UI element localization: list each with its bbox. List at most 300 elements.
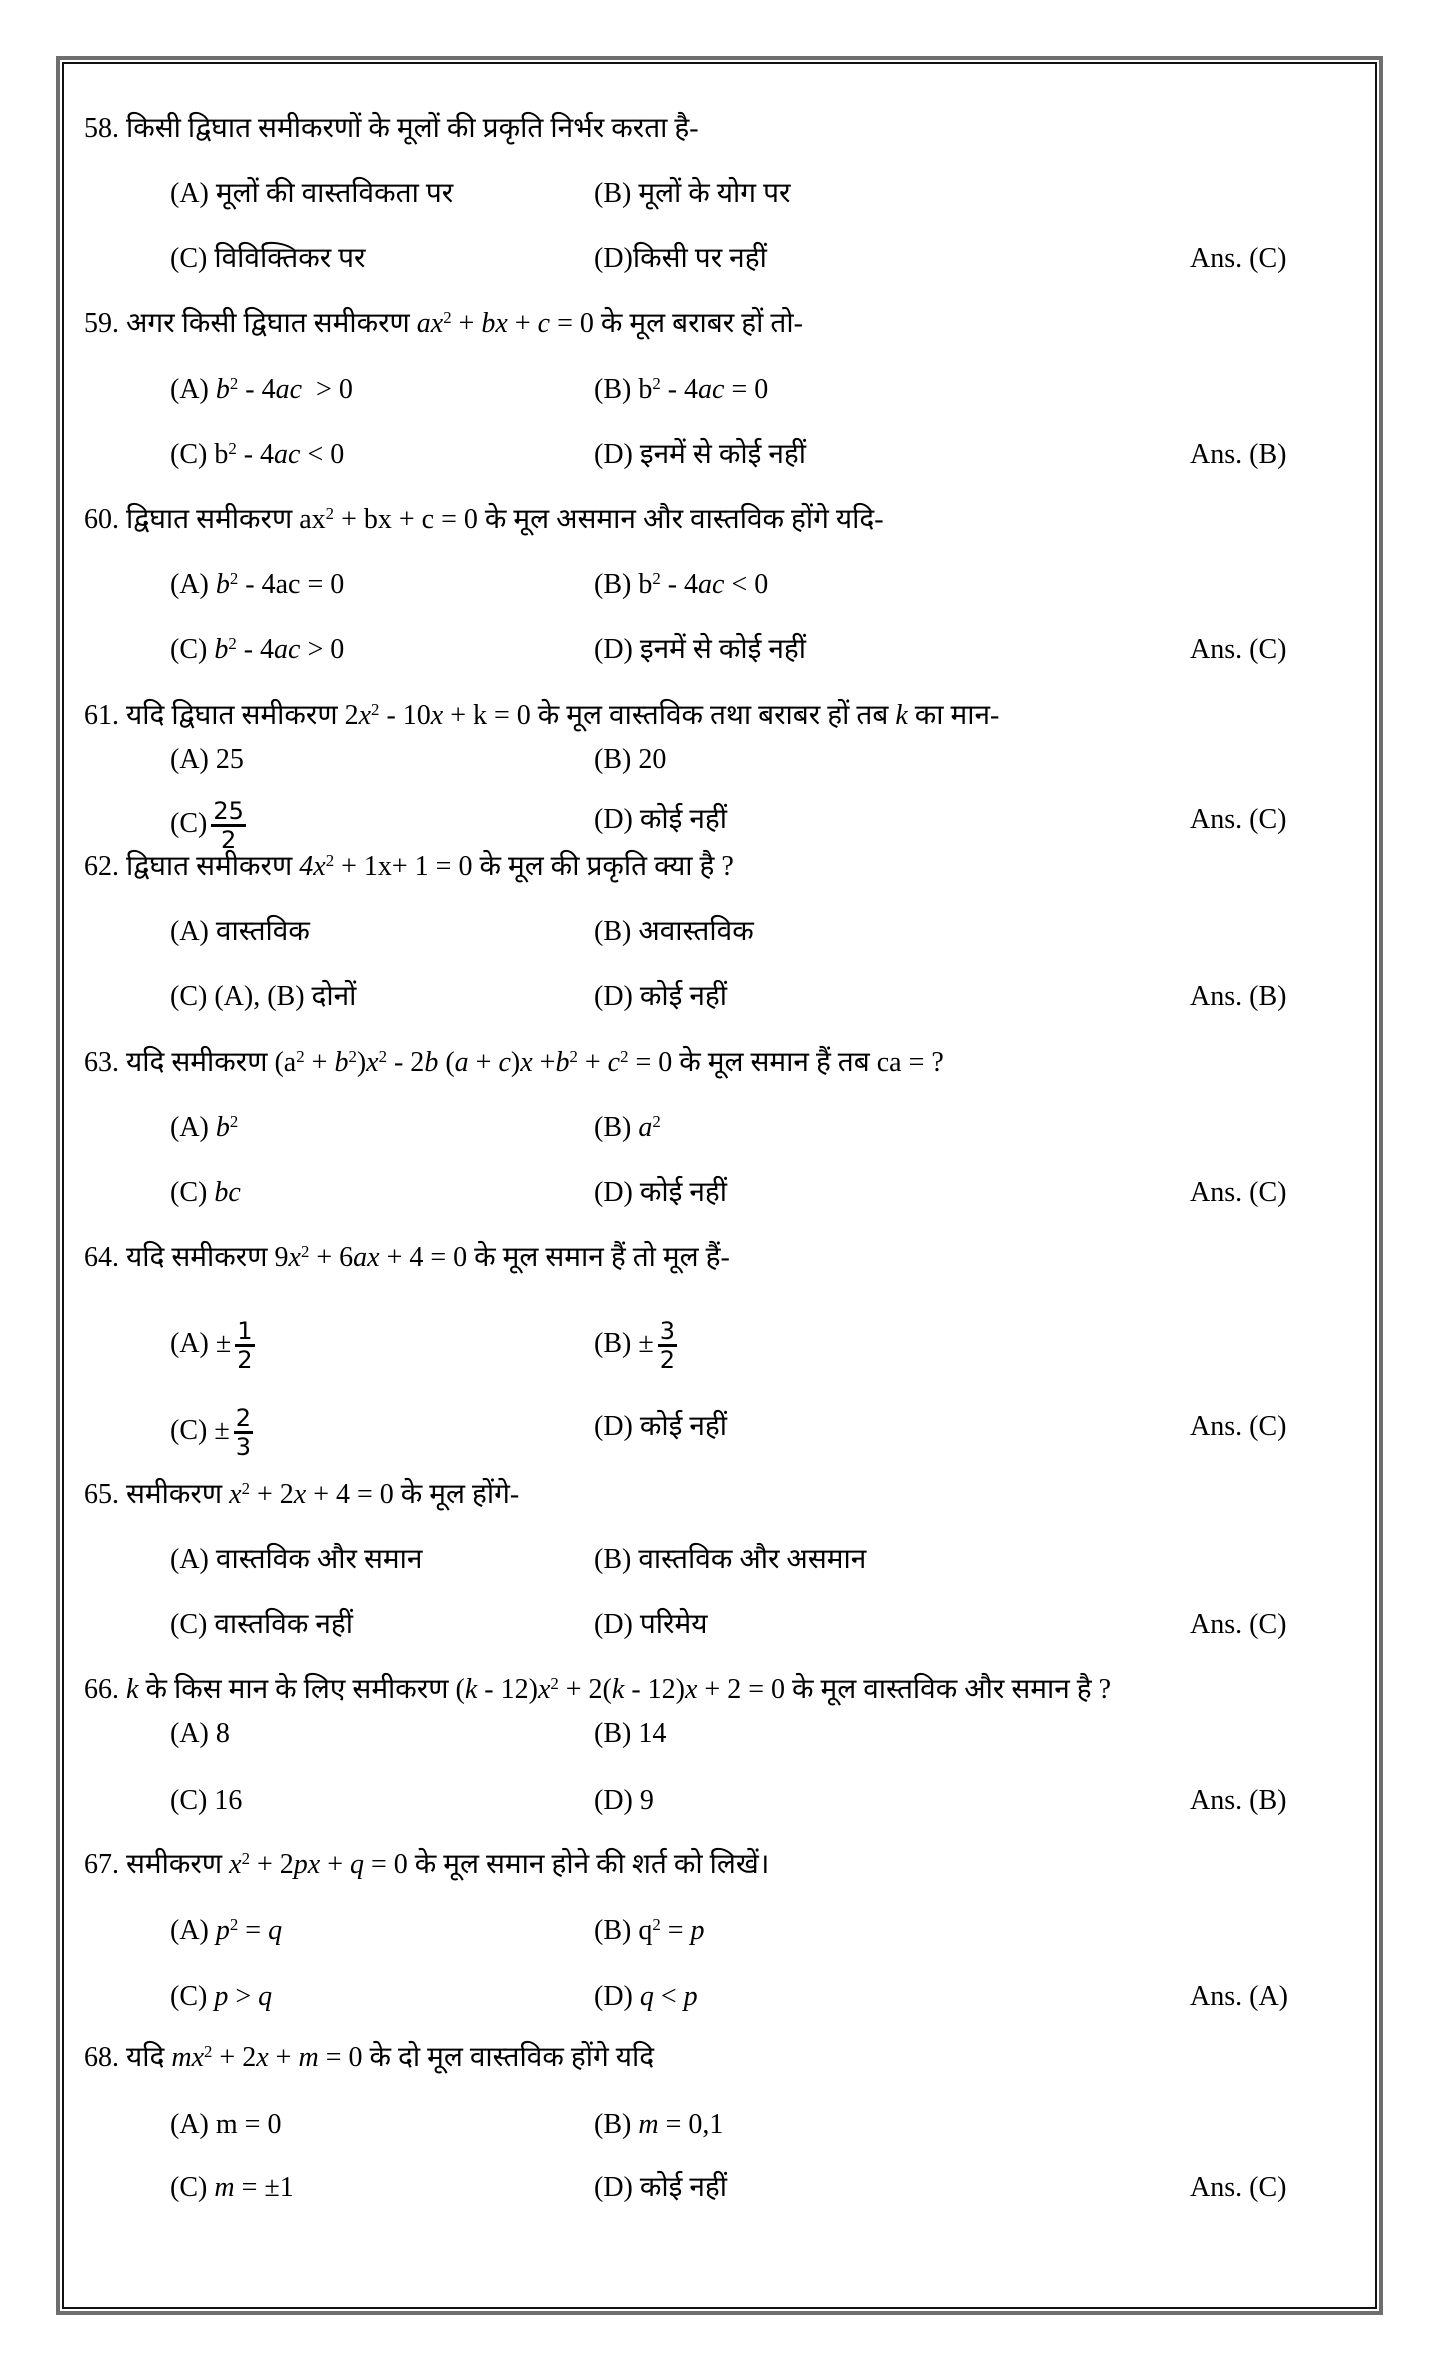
question-text [126, 851, 734, 882]
text-fragment: m [638, 2109, 659, 2140]
text-fragment: x [430, 700, 444, 731]
answer: Ans. (B) [1190, 439, 1287, 470]
option-text: मूलों की वास्तविकता पर [215, 178, 454, 209]
option-a [170, 910, 310, 954]
text-fragment: (D) [594, 1177, 633, 1208]
text-fragment: (B) [594, 1327, 632, 1359]
text-fragment: x [358, 700, 372, 731]
text-fragment: (A) [170, 744, 209, 775]
text-fragment: यदि [126, 2042, 172, 2073]
option-b [594, 738, 666, 782]
text-fragment: समीकरण [126, 1849, 230, 1880]
text-fragment: 2 [371, 699, 380, 719]
text-fragment: 9 [639, 1785, 654, 1816]
text-fragment: (D) [594, 1609, 633, 1640]
option-c [170, 975, 356, 1019]
answer: Ans. (C) [1190, 804, 1287, 835]
text-fragment: (C) [170, 981, 208, 1012]
text-fragment: कोई नहीं [639, 1177, 728, 1208]
text-fragment: (C) [170, 439, 208, 470]
option-d [594, 1603, 707, 1647]
option-a [170, 1538, 422, 1582]
option-b [594, 368, 768, 412]
text-fragment: 2 [620, 1046, 629, 1066]
question-text [126, 1674, 1111, 1705]
text-fragment: + [468, 1047, 499, 1078]
text-fragment: 20 [638, 744, 667, 775]
answer: Ans. (C) [1190, 634, 1287, 665]
text-fragment: इनमें से कोई नहीं [639, 634, 806, 665]
option-b [594, 1909, 705, 1953]
text-fragment: x [537, 1674, 551, 1705]
option-c [170, 797, 246, 854]
text-fragment: x [520, 1047, 533, 1078]
option-d [594, 798, 727, 842]
text-fragment: (B) [594, 1915, 632, 1946]
option-d [594, 237, 767, 281]
text-fragment: 2 [348, 1046, 357, 1066]
text-fragment: = 0 [724, 374, 769, 405]
text-fragment: (B) [594, 916, 632, 947]
option-label: (A) [170, 178, 209, 209]
text-fragment: + [577, 1047, 608, 1078]
text-fragment: 2 [652, 1111, 661, 1131]
text-fragment: b [334, 1047, 349, 1078]
text-fragment: x [293, 1479, 307, 1510]
text-fragment: (C) [170, 1785, 208, 1816]
text-fragment: 2 [652, 1914, 661, 1934]
fraction [658, 1318, 677, 1373]
text-fragment: = ±1 [234, 2172, 294, 2203]
text-fragment: (D) [594, 2172, 633, 2203]
text-fragment: (C) [170, 1609, 208, 1640]
text-fragment: (D) [594, 634, 633, 665]
question-60 [84, 498, 884, 542]
text-fragment: b [215, 374, 230, 405]
text-fragment: b [638, 569, 653, 600]
question-63 [84, 1041, 944, 1085]
text-fragment: k [464, 1674, 478, 1705]
text-fragment: = 0 के दो मूल वास्तविक होंगे यदि [318, 2042, 655, 2073]
option-c [170, 1404, 253, 1461]
answer: Ans. (C) [1190, 243, 1287, 274]
text-fragment: < [653, 1981, 684, 2012]
question-number: 61. [84, 700, 119, 731]
text-fragment: 2 [241, 1478, 250, 1498]
text-fragment: (A) [170, 1718, 209, 1749]
option-a [170, 172, 453, 216]
text-fragment: + [507, 308, 538, 339]
option-d [594, 1405, 727, 1449]
text-fragment: (A) [170, 374, 209, 405]
option-c [170, 237, 366, 281]
text-fragment: = [238, 1915, 269, 1946]
text-fragment: 2 [443, 307, 452, 327]
text-fragment: (C) [170, 1414, 208, 1446]
text-fragment: ax [416, 308, 444, 339]
text-fragment: 4x [299, 851, 326, 882]
option-d [594, 1779, 654, 1823]
text-fragment: (D) [594, 981, 633, 1012]
question-number: 59. [84, 308, 119, 339]
answer: Ans. (C) [1190, 2172, 1287, 2203]
text-fragment: अवास्तविक [638, 916, 754, 947]
text-fragment: (A) [170, 569, 209, 600]
text-fragment: (C) [170, 807, 208, 839]
text-fragment: 25 [213, 797, 244, 825]
answer: Ans. (C) [1190, 1177, 1287, 1208]
text-fragment: ac [698, 569, 725, 600]
text-fragment: - 4 [236, 439, 275, 470]
text-fragment: q [639, 1981, 654, 2012]
text-fragment: 2 [296, 1046, 305, 1066]
text-fragment: यदि समीकरण (a [126, 1047, 297, 1078]
text-fragment: + 2 [249, 1479, 294, 1510]
question-number: 68. [84, 2042, 119, 2073]
text-fragment: b [215, 569, 230, 600]
question-66 [84, 1668, 1111, 1712]
question-number: 58. [84, 113, 119, 144]
question-text [126, 308, 803, 339]
text-fragment: 2 [237, 1346, 253, 1374]
text-fragment: (C) [170, 634, 208, 665]
text-fragment: bc [214, 1177, 241, 1208]
text-fragment: x [229, 1849, 242, 1880]
text-fragment: b [638, 374, 653, 405]
text-fragment: (B) [594, 569, 632, 600]
option-a [170, 563, 344, 607]
text-fragment: q [258, 1981, 273, 2012]
text-fragment: (B) [594, 744, 632, 775]
question-number: 62. [84, 851, 119, 882]
text-fragment: m = 0 [215, 2109, 282, 2140]
text-fragment: ± [214, 1414, 230, 1446]
text-fragment: a [638, 1112, 653, 1143]
text-fragment: - 4ac = 0 [238, 569, 345, 600]
text-fragment: 2 [325, 850, 335, 870]
text-fragment: k [895, 700, 908, 731]
text-fragment: (D) [594, 804, 633, 835]
text-fragment: - 4 [660, 374, 699, 405]
text-fragment: (A) [170, 1544, 209, 1575]
option-a [170, 1317, 255, 1374]
text-fragment: a [454, 1047, 469, 1078]
text-fragment: इनमें से कोई नहीं [639, 439, 806, 470]
text-fragment: + [268, 2042, 299, 2073]
option-b [594, 1106, 661, 1150]
question-text: किसी द्विघात समीकरणों के मूलों की प्रकृति निर्भर करता है- [126, 113, 699, 144]
text-fragment: x [684, 1674, 698, 1705]
option-d [594, 2166, 727, 2210]
text-fragment: (C) [170, 2172, 208, 2203]
text-fragment: 2 [204, 2041, 213, 2061]
text-fragment: वास्तविक और समान [215, 1544, 423, 1575]
text-fragment: ± [215, 1327, 232, 1359]
text-fragment: 8 [215, 1718, 230, 1749]
text-fragment: x [288, 1242, 301, 1273]
text-fragment: c [498, 1047, 511, 1078]
question-number: 65. [84, 1479, 119, 1510]
text-fragment: m [214, 2172, 235, 2203]
option-d [594, 975, 727, 1019]
text-fragment: (B) [594, 1112, 632, 1143]
question-text [126, 1242, 730, 1273]
text-fragment: + [532, 1047, 556, 1078]
text-fragment: p [690, 1915, 705, 1946]
text-fragment: ± [638, 1327, 654, 1359]
text-fragment: द्विघात समीकरण ax [126, 504, 326, 535]
text-fragment: p [683, 1981, 698, 2012]
text-fragment: (D) [594, 1411, 633, 1442]
option-b [594, 172, 790, 216]
text-fragment: b [424, 1047, 439, 1078]
text-fragment: ac [698, 374, 725, 405]
text-fragment: (C) [170, 1981, 208, 2012]
text-fragment: 2 [229, 1111, 239, 1131]
text-fragment: - 2 [386, 1047, 425, 1078]
text-fragment: - 12) [624, 1674, 685, 1705]
text-fragment: (C) [170, 1177, 208, 1208]
text-fragment: के किस मान के लिए समीकरण ( [138, 1674, 465, 1705]
text-fragment: = [660, 1915, 691, 1946]
text-fragment: + 2 = 0 के मूल वास्तविक और समान है ? [697, 1674, 1112, 1705]
text-fragment: (D) [594, 1785, 633, 1816]
question-text [126, 1849, 769, 1880]
text-fragment: वास्तविक और असमान [638, 1544, 867, 1575]
text-fragment: p [214, 1981, 229, 2012]
text-fragment: 2 [220, 826, 237, 854]
question-64 [84, 1236, 730, 1280]
option-b [594, 2103, 723, 2147]
text-fragment: वास्तविक [215, 916, 310, 947]
option-b [594, 1712, 666, 1756]
text-fragment: 2 [325, 503, 335, 523]
text-fragment: c [537, 308, 551, 339]
text-fragment: 2 [228, 438, 237, 458]
text-fragment: (B) [594, 374, 632, 405]
fraction [235, 1318, 254, 1373]
text-fragment: + 4 = 0 के मूल होंगे- [306, 1479, 520, 1510]
question-58 [84, 107, 699, 151]
question-68 [84, 2036, 654, 2080]
option-text: किसी पर नहीं [632, 243, 767, 274]
text-fragment: + [320, 1849, 350, 1880]
question-62 [84, 845, 734, 889]
option-label: (C) [170, 243, 208, 274]
text-fragment: (D) [594, 1981, 633, 2012]
text-fragment: + 2 [249, 1849, 294, 1880]
option-a [170, 2103, 281, 2147]
question-number: 60. [84, 504, 119, 535]
answer: Ans. (B) [1190, 1785, 1287, 1816]
text-fragment: 2 [229, 568, 239, 588]
text-fragment: 2 [235, 1404, 251, 1432]
option-b [594, 1538, 866, 1582]
text-fragment: कोई नहीं [639, 804, 728, 835]
option-d [594, 1975, 698, 2019]
text-fragment: 3 [235, 1433, 251, 1461]
text-fragment: b [215, 1112, 230, 1143]
text-fragment: 2 [228, 633, 237, 653]
text-fragment: ) [510, 1047, 521, 1078]
question-number: 63. [84, 1047, 119, 1078]
text-fragment: - 4 [660, 569, 699, 600]
text-fragment: - 12) [477, 1674, 538, 1705]
text-fragment: 2 [300, 1241, 310, 1261]
text-fragment: समीकरण [126, 1479, 230, 1510]
text-fragment: (A), (B) दोनों [214, 981, 357, 1012]
text-fragment: + 2( [558, 1674, 612, 1705]
text-fragment: - 4 [236, 634, 275, 665]
fraction [234, 1405, 253, 1460]
text-fragment: ax [353, 1242, 380, 1273]
text-fragment: + [304, 1047, 335, 1078]
option-c [170, 628, 344, 672]
text-fragment: + 2 [212, 2042, 257, 2073]
text-fragment: 2 [229, 373, 239, 393]
text-fragment: q [638, 1915, 653, 1946]
option-a [170, 1909, 282, 1953]
text-fragment: 2 [652, 568, 661, 588]
text-fragment: 2 [569, 1046, 578, 1066]
text-fragment: 16 [214, 1785, 243, 1816]
question-text [126, 504, 884, 535]
text-fragment: q [349, 1849, 364, 1880]
option-d [594, 1171, 727, 1215]
text-fragment: b [555, 1047, 570, 1078]
text-fragment: > 0 [302, 374, 353, 405]
text-fragment: b [214, 439, 229, 470]
text-fragment: 2 [652, 373, 661, 393]
option-a [170, 1106, 238, 1150]
text-fragment: = 0 के मूल बराबर हों तो- [550, 308, 803, 339]
question-number: 64. [84, 1242, 119, 1273]
text-fragment: k [126, 1674, 139, 1705]
text-fragment: q [268, 1915, 283, 1946]
text-fragment: b [214, 634, 229, 665]
text-fragment: - 10 [379, 700, 431, 731]
text-fragment: यदि समीकरण 9 [126, 1242, 289, 1273]
question-61 [84, 694, 999, 738]
text-fragment: (A) [170, 1915, 209, 1946]
text-fragment: < 0 [724, 569, 769, 600]
text-fragment: कोई नहीं [639, 981, 728, 1012]
text-fragment: 2 [659, 1346, 675, 1374]
text-fragment: 1 [237, 1317, 253, 1345]
text-fragment: ac [275, 374, 303, 405]
text-fragment: 2 [241, 1848, 250, 1868]
text-fragment: कोई नहीं [639, 1411, 728, 1442]
option-b [594, 563, 768, 607]
option-b [594, 910, 754, 954]
text-fragment: (B) [594, 1544, 632, 1575]
text-fragment: + 1x+ 1 = 0 के मूल की प्रकृति क्या है ? [334, 851, 734, 882]
option-d [594, 433, 806, 477]
text-fragment: कोई नहीं [639, 2172, 728, 2203]
text-fragment: ac [274, 634, 301, 665]
text-fragment: + bx + c = 0 के मूल असमान और वास्तविक होंगे यदि- [334, 504, 884, 535]
option-c [170, 1975, 272, 2019]
text-fragment: ) [356, 1047, 367, 1078]
option-text: विविक्तिकर पर [214, 243, 366, 274]
text-fragment: ac [274, 439, 301, 470]
text-fragment: x [366, 1047, 379, 1078]
question-text [126, 1479, 519, 1510]
text-fragment: mx [171, 2042, 205, 2073]
text-fragment: अगर किसी द्विघात समीकरण [126, 308, 417, 339]
text-fragment: bx [481, 308, 508, 339]
text-fragment: 14 [638, 1718, 667, 1749]
text-fragment: + 4 = 0 के मूल समान हैं तो मूल हैं- [379, 1242, 730, 1273]
option-b [594, 1317, 677, 1374]
text-fragment: (D) [594, 439, 633, 470]
text-fragment: > 0 [300, 634, 345, 665]
text-fragment: + k = 0 के मूल वास्तविक तथा बराबर हों तब [443, 700, 896, 731]
option-c [170, 433, 344, 477]
text-fragment: 3 [659, 1317, 675, 1345]
text-fragment: c [607, 1047, 621, 1078]
text-fragment: < 0 [300, 439, 345, 470]
option-a [170, 1712, 230, 1756]
text-fragment: 2 [550, 1673, 559, 1693]
option-a [170, 368, 353, 412]
text-fragment: x [256, 2042, 269, 2073]
text-fragment: ( [438, 1047, 455, 1078]
text-fragment: px [293, 1849, 321, 1880]
option-d [594, 628, 806, 672]
text-fragment: > [228, 1981, 259, 2012]
option-label: (D) [594, 243, 633, 274]
text-fragment: द्विघात समीकरण [126, 851, 300, 882]
text-fragment: 25 [215, 744, 244, 775]
question-number: 66. [84, 1674, 119, 1705]
option-c [170, 1779, 242, 1823]
text-fragment: परिमेय [639, 1609, 708, 1640]
option-text: मूलों के योग पर [638, 178, 791, 209]
text-fragment: 2 [229, 1914, 239, 1934]
text-fragment: - 4 [238, 374, 276, 405]
text-fragment: (B) [594, 1718, 632, 1749]
option-label: (B) [594, 178, 632, 209]
text-fragment: p [215, 1915, 230, 1946]
question-text [126, 700, 999, 731]
text-fragment: (B) [594, 2109, 632, 2140]
text-fragment: 2 [378, 1046, 387, 1066]
question-text [126, 2042, 654, 2073]
option-c [170, 2166, 294, 2210]
text-fragment: + 6 [309, 1242, 354, 1273]
text-fragment: k [611, 1674, 625, 1705]
answer: Ans. (B) [1190, 981, 1287, 1012]
text-fragment: (A) [170, 2109, 209, 2140]
option-a [170, 738, 244, 782]
text-fragment: + [451, 308, 482, 339]
text-fragment: वास्तविक नहीं [214, 1609, 353, 1640]
question-65 [84, 1473, 519, 1517]
text-fragment: (A) [170, 1327, 209, 1359]
text-fragment: x [229, 1479, 242, 1510]
question-59 [84, 302, 803, 346]
text-fragment: का मान- [907, 700, 1000, 731]
text-fragment: (A) [170, 916, 209, 947]
answer: Ans. (C) [1190, 1411, 1287, 1442]
question-67 [84, 1843, 769, 1887]
option-c [170, 1603, 353, 1647]
text-fragment: = 0 के मूल समान हैं तब ca = ? [628, 1047, 944, 1078]
answer: Ans. (A) [1190, 1981, 1288, 2012]
text-fragment: यदि द्विघात समीकरण 2 [126, 700, 359, 731]
question-number: 67. [84, 1849, 119, 1880]
